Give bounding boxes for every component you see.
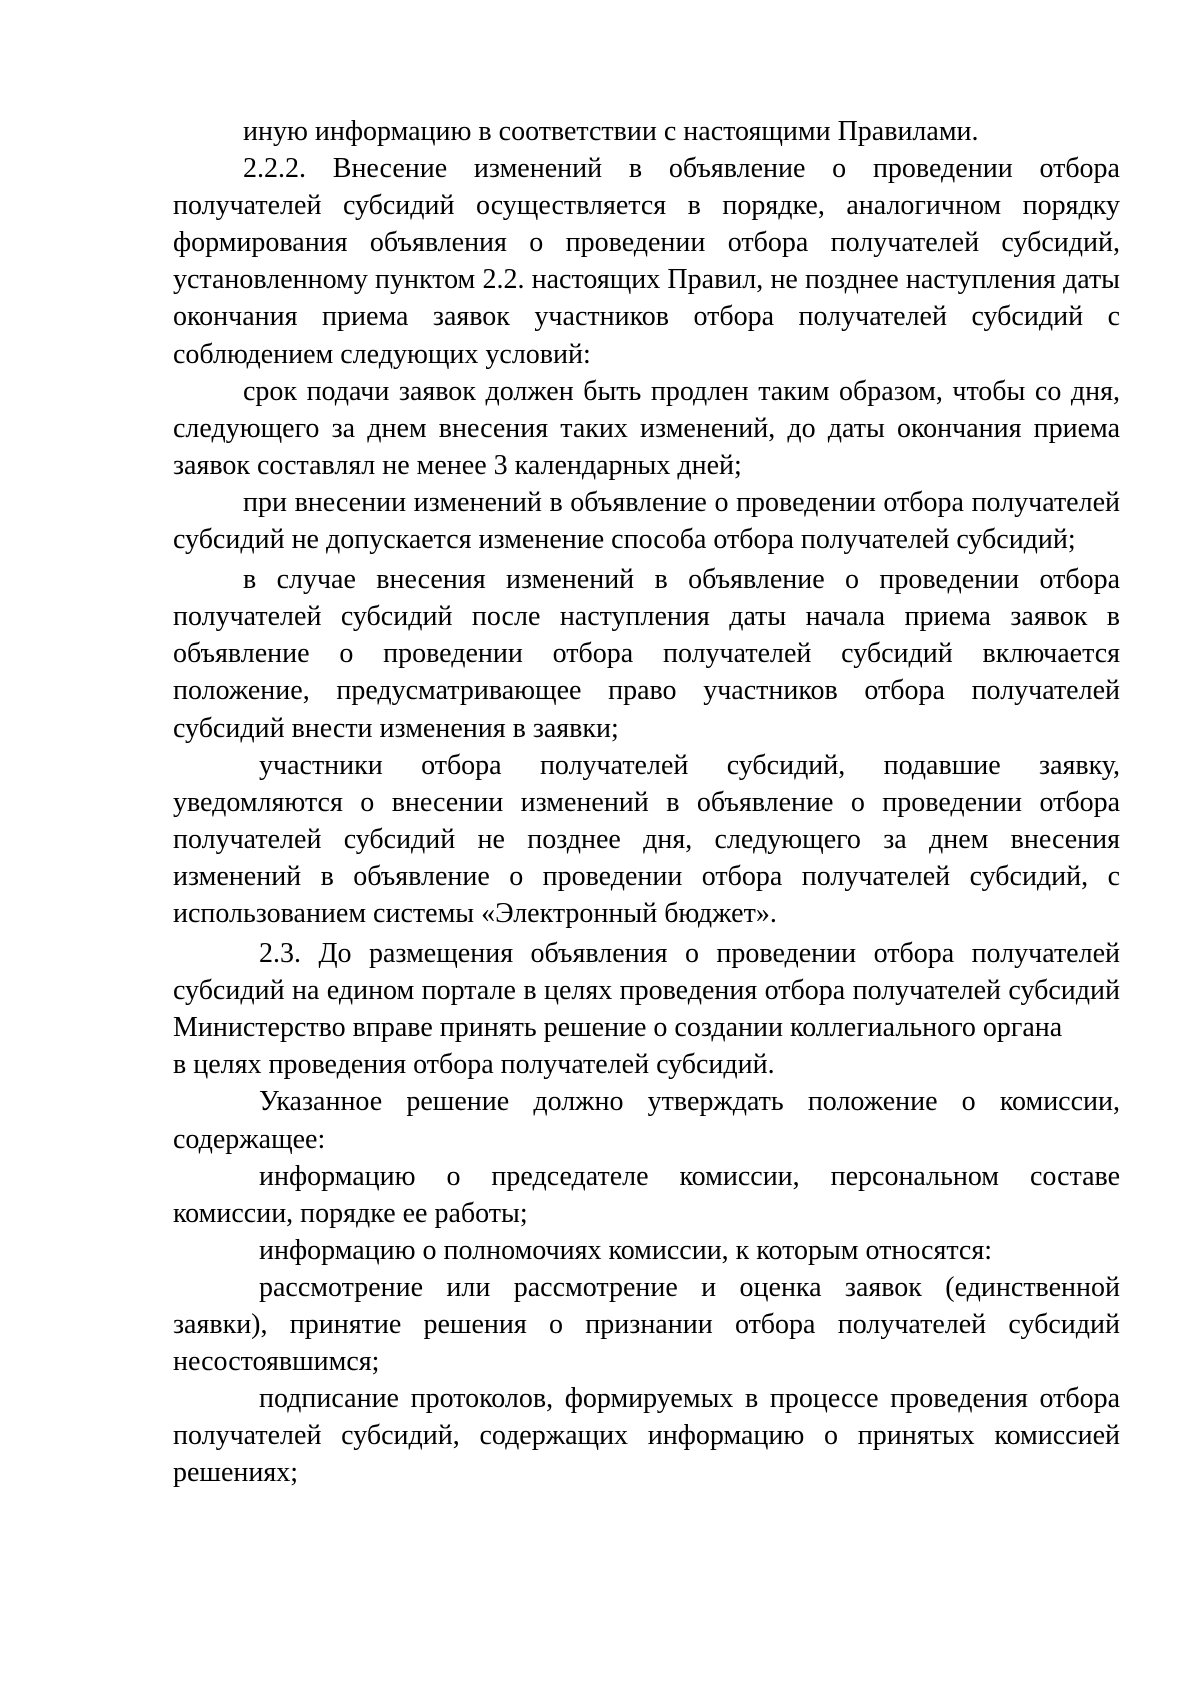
paragraph-12: рассмотрение или рассмотрение и оценка заявок (единственной заявки), принятие решения о признании отбора получателей субсидий несостоявшимся;	[173, 1271, 1120, 1378]
document-body	[173, 113, 1120, 1491]
paragraph-6: участники отбора получателей субсидий, подавшие заявку, уведомляются о внесении изменений в объявление о проведении отбора получателей субсидий не позднее дня, следующего за днем внесения изменений в объявление о проведении отбора получателей субсидий, с использованием системы «Электронный бюджет».	[173, 749, 1120, 929]
paragraph-3: срок подачи заявок должен быть продлен таким образом, чтобы со дня, следующего за днем внесения таких изменений, до даты окончания приема заявок составлял не менее 3 календарных дней;	[173, 375, 1120, 481]
paragraph-9: Указанное решение должно утверждать положение о комиссии, содержащее:	[173, 1086, 1120, 1155]
paragraph-2-3: 2.3. До размещения объявления о проведении отбора получателей субсидий на едином портале в целях проведения отбора получателей субсидий Министерство вправе принять решение о создании коллегиального органа	[173, 938, 1120, 1044]
paragraph-13: подписание протоколов, формируемых в процессе проведения отбора получателей субсидий, содержащих информацию о принятых комиссией решениях;	[173, 1383, 1120, 1489]
paragraph-5: в случае внесения изменений в объявление о проведении отбора получателей субсидий после наступления даты начала приема заявок в объявление о проведении отбора получателей субсидий включается положение, предусматривающее право участников отбора получателей субсидий внести изменения в заявки;	[173, 564, 1120, 744]
paragraph-1: иную информацию в соответствии с настоящими Правилами.	[243, 116, 979, 147]
paragraph-2-2-2: 2.2.2. Внесение изменений в объявление о проведении отбора получателей субсидий осуществляется в порядке, аналогичном порядку формирования объявления о проведении отбора получателей субсидий, установленному пунктом 2.2. настоящих Правил, не позднее наступления даты окончания приема заявок участников отбора получателей субсидий с соблюдением следующих условий:	[173, 153, 1120, 370]
paragraph-10: информацию о председателе комиссии, персональном составе комиссии, порядке ее работы;	[173, 1160, 1120, 1229]
paragraph-11: информацию о полномочиях комиссии, к которым относятся:	[259, 1234, 993, 1266]
paragraph-8: в целях проведения отбора получателей субсидий.	[173, 1049, 775, 1081]
paragraph-4: при внесении изменений в объявление о проведении отбора получателей субсидий не допускается изменение способа отбора получателей субсидий;	[173, 486, 1120, 556]
